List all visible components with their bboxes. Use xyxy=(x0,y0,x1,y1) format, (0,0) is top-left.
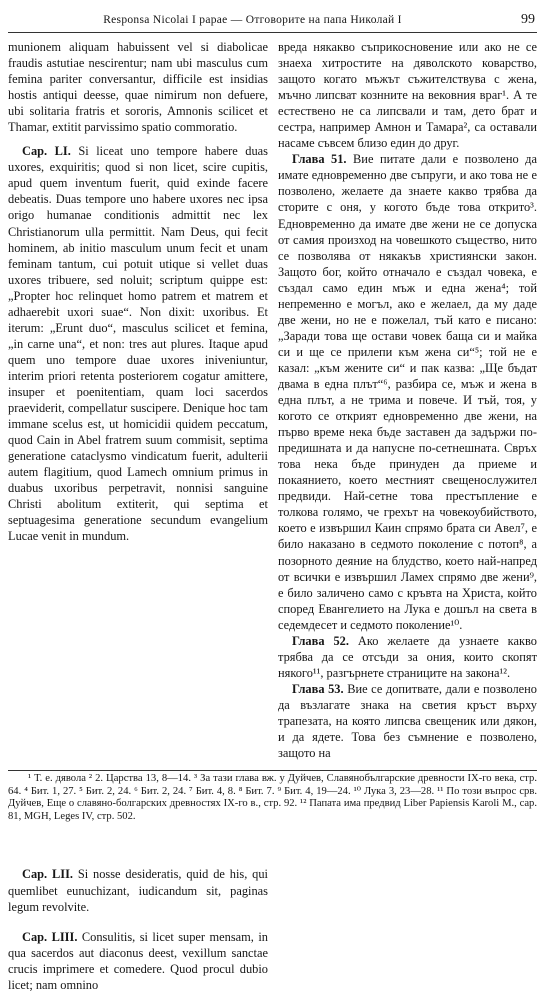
bulgarian-chapter-53 xyxy=(278,681,537,761)
latin-cap-53 xyxy=(8,929,268,993)
chapter-51-heading: Глава 51. xyxy=(292,152,347,167)
cap-53-heading: Cap. LIII. xyxy=(22,929,78,944)
cap-52-text: Si nosse desideratis, quid de his, qui quemlibet eunuchizant, iudicandum sit, paginas legum revolvite. xyxy=(8,867,268,914)
chapter-53-heading: Глава 53. xyxy=(292,681,344,696)
running-title: Responsa Nicolai I papae — Отговорите на папа Николай I xyxy=(103,14,402,26)
page-number: 99 xyxy=(521,12,535,27)
chapter-51-text: Вие питате дали е позволено да имате едновременно две съпруги, и ако това не е позволено, желаете да знаете какво трябва да сторите с оня, у когото бъде това открито³. Едновременно да имате две жени не се допуска от самия произход на човешкото същество, нито се позволява от някакъв християнски закон. Защото бог, който отначало е създал човека, е създал само един мъж и една жена⁴; той непременно е могъл, ако е желаел, да му даде две жени, но не е пожелал, тъй като е писано: „Заради това ще остави човек баща си и майка си и ще се прилепи към жена си“⁵; той не е казал: „към жените си“ и пак казва: „Ще бъдат двама в една плът“⁶, разбира се, мъж и жена в една плът, а не трима и повече. И тъй, тоя, у когото се открият едновременно две жени, на първо време нека бъде заставен да задържи по-предишната и да напусне по-сетнешната. Свръх това нека бъде принуден да приеме и покаянието, което местният свещенослужител предвиди. Най-сетне това престъпление е толкова голямо, че грехът на човекоубийството, което е извършил Каин спрямо брата си Авел⁷, е било наказано в седмото поколение с потоп⁸, а позорното деяние на блудство, което най-напред от всички е извършил Ламех спрямо две жени⁹, е било заличено само с кръвта на Христа, който според Евангелието на Лука е дошъл на света в седемдесет и седмото поколение¹⁰. xyxy=(278,152,537,632)
chapter-52-heading: Глава 52. xyxy=(292,633,349,648)
cap-51-text: Si liceat uno tempore habere duas uxores, exquiritis; quod si non licet, scire cupitis, apud quem inventum fuerit, quid exinde facere debeatis. Duas tempore uno habere uxores nec ipsa origo humanae conditionis admittit nec lex Christianorum ulla permittit. Nam Deus, qui fecit hominem, ab initio masculum unum fecit et unam feminam tantum, cui potuit utique si vellet duas uxores tribuere, sed noluit; scriptum quippe est: „Propter hoc relinquet homo patrem et matrem et adhaerebit uxori suae“. Non dixit: uxoribus. Et iterum: „Erunt duo“, masculus scilicet et femina, „in carne una“, et non: tres aut plures. Itaque apud quem uno tempore duae uxores iniveniuntur, interim priori retenta posteriorem cogatur amittere, insuper et poenitentiam, quam loci sacerdos praeviderit, compellatur suscipere. Denique hoc tam immane scelus est, ut homicidii quidem peccatum, quod Cain in Abel fratrem suum commisit, septima generatione cataclysmo vindicatum fuerit, adulterii autem flagitium, quod Lamech omnium primus in duabus uxoribus perpetravit, nonnisi sanguine Christi abolitum extiterit, qui septima et septuagesima generatione secundum evangelium Lucae venit in mundum. xyxy=(8,144,268,544)
bulgarian-column xyxy=(278,39,537,761)
cap-51-heading: Cap. LI. xyxy=(22,144,71,159)
cap-52-heading: Cap. LII. xyxy=(22,867,73,882)
cap-53-text: Consulitis, si licet super mensam, in qua sacerdos aut diaconus deest, vexillum sanctae crucis imprimere et comedere. Quod procul dubio licet; nam omnino xyxy=(8,929,268,992)
bulgarian-chapter-51 xyxy=(278,151,537,632)
running-header xyxy=(8,14,537,33)
chapter-52-text: Ако желаете да узнаете какво трябва да се отсъди за ония, които скопят някого¹¹, разгърнете страниците на закона¹². xyxy=(278,633,537,680)
latin-continuation: munionem aliquam habuissent vel si diabolicae fraudis astutiae nescirentur; nam ubi masculus cum femina pariter conversantur, difficile est insidias hostis antiqui deesse, quae nimirum non defuere, ubi solitaria fratris et sororis, Amnonis scilicet et Thamar, extitit parvissimo spatio commoratio. xyxy=(8,40,268,135)
latin-column xyxy=(8,39,268,993)
chapter-53-text: Вие се допитвате, дали е позволено да възлагате знака на светия кръст върху трапезата, на която липсва свещеник или дякон, и да ядете. Това без съмнение е позволено, защото на xyxy=(278,681,537,761)
latin-cap-52 xyxy=(8,866,268,914)
footnotes xyxy=(8,770,537,823)
footnote-block: ¹ Т. е. дявола ² 2. Царства 13, 8—14. ³ За тази глава вж. у Дуйчев, Славянобългарские древности IX-го века, стр. 64. ⁴ Бит. 1, 27. ⁵ Бит. 2, 24. ⁶ Бит. 2, 24. ⁷ Бит. 4, 8. ⁸ Бит. 7. ⁹ Бит. 4, 19—24. ¹⁰ Лука 3, 23—28. ¹¹ По този въпрос срв. Дуйчев, Еще о славяно-болгарских древностях IX-го в., стр. 92. ¹² Папата има предвид Liber Papiensis Karoli M., cap. 81, MGH, Leges IV, стр. 502. xyxy=(8,773,537,822)
latin-cap-51 xyxy=(8,143,268,544)
bulgarian-continuation: вреда някакво съприкосновение или ако не се знаеха хитростите на дяволското коварство, защото когато мъжът съжителствува с жена, мъчно липсват кознните на вековния враг¹. А те естествено не са липсвали и там, дето брат и сестра, например Амнон и Тамара², са оставали насаме съвсем близо един до друг. xyxy=(278,40,537,151)
bulgarian-chapter-52 xyxy=(278,633,537,681)
